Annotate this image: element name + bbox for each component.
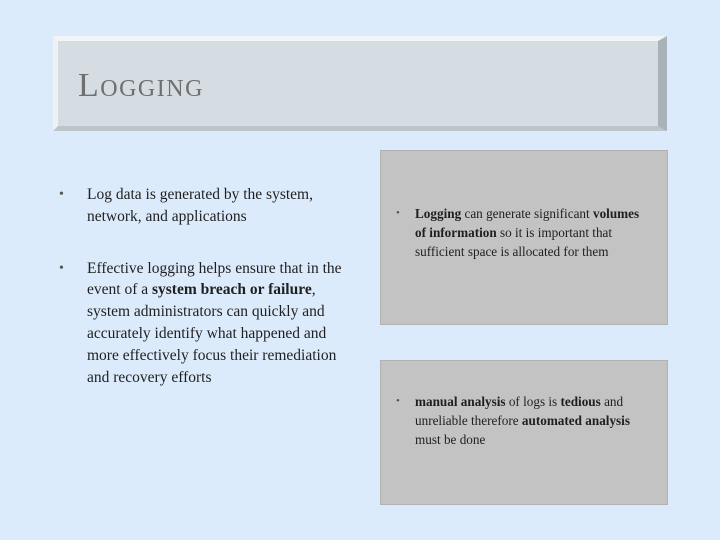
info-box-analysis xyxy=(380,360,668,505)
bullet-text: Effective logging helps ensure that in the event of a xyxy=(87,259,342,299)
left-bullet-list xyxy=(57,184,342,388)
info-box-storage xyxy=(380,150,668,325)
page-title: Logging xyxy=(78,67,204,104)
bullet-text: Log data is generated by the system, network, and applications xyxy=(87,186,313,225)
bullet-emphasis: automated analysis xyxy=(521,413,630,428)
title-bar xyxy=(53,36,667,131)
bullet-icon: • xyxy=(396,395,400,407)
bullet-emphasis: volumes of information xyxy=(415,206,640,240)
bullet-icon: • xyxy=(396,207,400,219)
bullet-text: of logs is xyxy=(505,394,561,409)
bullet-emphasis: Logging xyxy=(415,206,462,221)
bullet-text: can generate significant xyxy=(461,206,593,221)
bullet-icon: • xyxy=(59,260,64,276)
bullet-text: must be done xyxy=(415,432,486,447)
list-item xyxy=(57,258,342,389)
list-item xyxy=(57,184,342,228)
bullet-text: , system administrators can quickly and accurately identify what happened and more effectively focus their remediation and recovery efforts xyxy=(87,281,337,386)
list-item xyxy=(396,392,649,449)
list-item xyxy=(396,204,649,261)
bullet-emphasis: tedious xyxy=(560,394,601,409)
bullet-text: so it is important that sufficient space is allocated for them xyxy=(415,225,613,259)
bullet-text: and unreliable therefore xyxy=(415,394,624,428)
bullet-emphasis: manual analysis xyxy=(415,394,506,409)
bullet-emphasis: system breach or failure xyxy=(151,281,312,299)
bullet-icon: • xyxy=(59,187,64,202)
